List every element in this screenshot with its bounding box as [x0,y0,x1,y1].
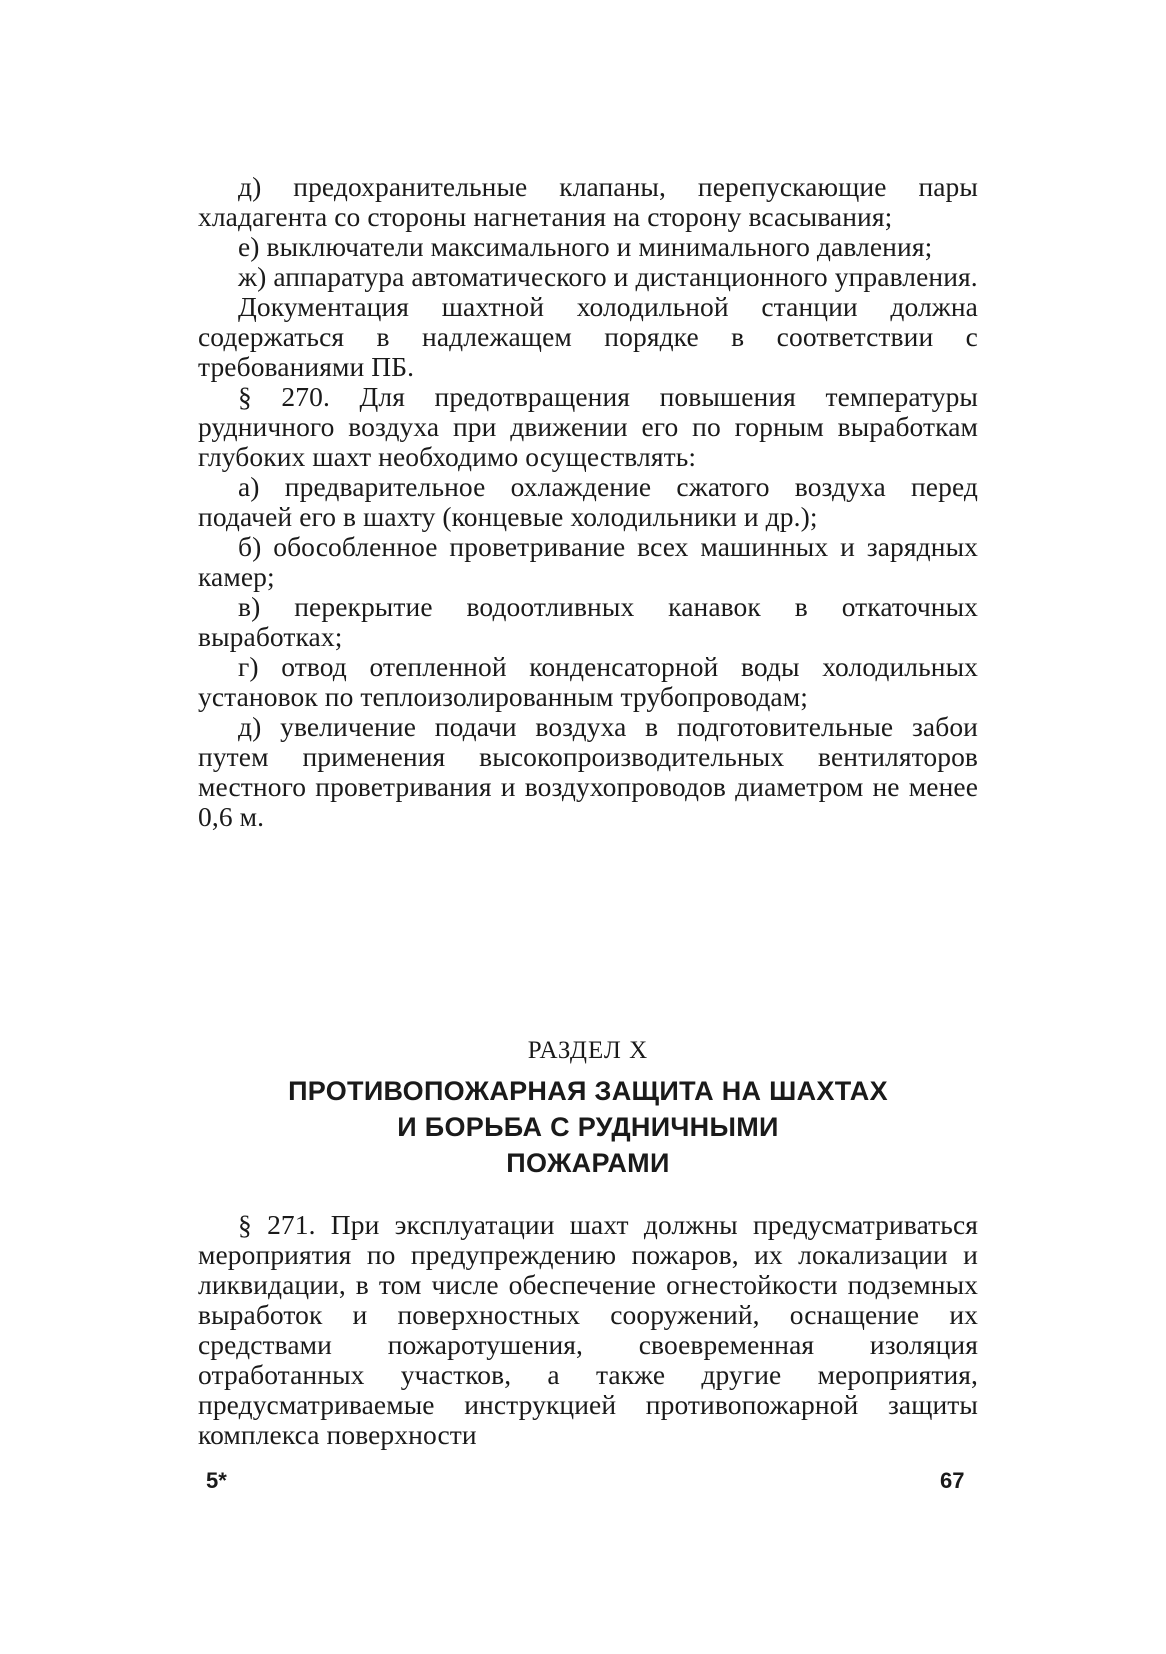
list-item-b-ventilation: б) обособленное проветривание всех машинных и зарядных камер; [198,531,978,592]
list-item-a-precooling: а) предварительное охлаждение сжатого воздуха перед подачей его в шахту (концевые холодильники и др.); [198,471,978,532]
signature-mark: 5* [206,1468,227,1493]
list-item-d-air-supply: д) увеличение подачи воздуха в подготовительные забои путем применения высокопроизводительных вентиляторов местного проветривания и воздухопроводов диаметром не менее 0,6 м. [198,711,978,832]
list-item-zh-apparatus: ж) аппаратура автоматического и дистанционного управления. [238,261,978,292]
list-item-d-valves: д) предохранительные клапаны, перепускающие пары хладагента со стороны нагнетания на сторону всасывания; [198,171,978,232]
list-item-g-water-drain: г) отвод отепленной конденсаторной воды холодильных установок по теплоизолированным трубопроводам; [198,651,978,712]
section-title-line-2: И БОРЬБА С РУДНИЧНЫМИ [397,1112,779,1142]
section-title-line-3: ПОЖАРАМИ [506,1148,670,1178]
paragraph-documentation: Документация шахтной холодильной станции должна содержаться в надлежащем порядке в соответствии с требованиями ПБ. [198,291,978,382]
section-title-line-1: ПРОТИВОПОЖАРНАЯ ЗАЩИТА НА ШАХТАХ [288,1076,888,1106]
upper-text-block [198,172,978,832]
list-item-v-covering: в) перекрытие водоотливных канавок в откаточных выработках; [198,591,978,652]
list-item-e-switches: е) выключатели максимального и минимального давления; [238,231,933,262]
section-label: РАЗДЕЛ X [527,1037,649,1064]
paragraph-section-270: § 270. Для предотвращения повышения температуры рудничного воздуха при движении его по горным выработкам глубоких шахт необходимо осуществлять: [198,381,978,472]
lower-text-block [198,1210,978,1450]
paragraph-section-271: § 271. При эксплуатации шахт должны предусматриваться мероприятия по предупреждению пожаров, их локализации и ликвидации, в том числе обеспечение огнестойкости подземных выработок и поверхностных сооружений, оснащение их средствами пожаротушения, своевременная изоляция отработанных участков, а также другие мероприятия, предусматриваемые инструкцией противопожарной защиты комплекса поверхности [198,1209,978,1450]
page-number: 67 [940,1468,965,1493]
section-title [198,1073,978,1181]
